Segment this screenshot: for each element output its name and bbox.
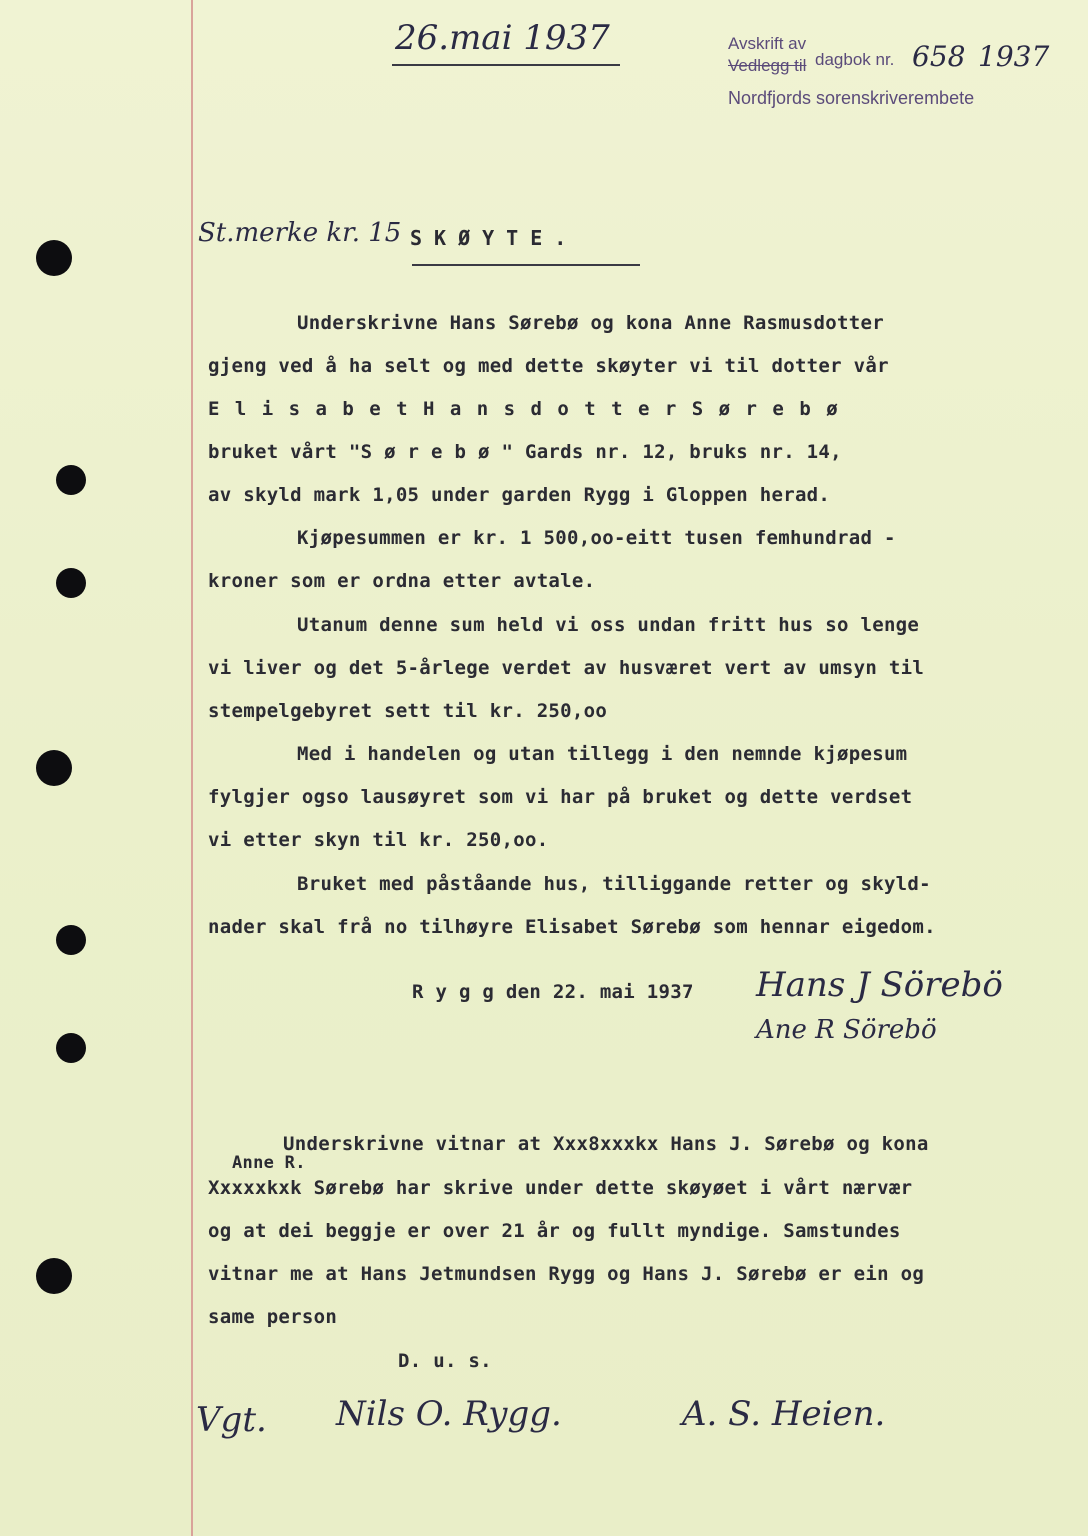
stamp-number: 658 bbox=[912, 40, 966, 73]
body-line-10: stempelgebyret sett til kr. 250,oo bbox=[208, 700, 608, 722]
binder-hole-6 bbox=[56, 1033, 86, 1063]
witness-line-insert: Anne R. bbox=[232, 1153, 306, 1173]
binder-hole-7 bbox=[36, 1258, 72, 1294]
handwritten-date: 26.mai 1937 bbox=[395, 18, 610, 58]
stamp-avskrift: Avskrift av bbox=[728, 34, 807, 53]
body-line-6: Kjøpesummen er kr. 1 500,oo-eitt tusen femhundrad - bbox=[297, 527, 896, 549]
witness-line-3: og at dei beggje er over 21 år og fullt myndige. Samstundes bbox=[208, 1220, 901, 1242]
binder-hole-4 bbox=[36, 750, 72, 786]
binder-hole-5 bbox=[56, 925, 86, 955]
stamp-vedlegg-struck: Vedlegg til bbox=[728, 56, 807, 75]
title-underline bbox=[412, 264, 640, 266]
signature-anne: Ane R Sörebö bbox=[756, 1015, 937, 1045]
body-line-1: Underskrivne Hans Sørebø og kona Anne Rasmusdotter bbox=[297, 312, 884, 334]
body-line-12: fylgjer ogso lausøyret som vi har på bruket og dette verdset bbox=[208, 786, 913, 808]
body-line-4: bruket vårt "S ø r e b ø " Gards nr. 12, bruks nr. 14, bbox=[208, 441, 842, 463]
margin-line bbox=[191, 0, 193, 1536]
stamp-dagbok: dagbok nr. bbox=[815, 50, 895, 69]
body-line-13: vi etter skyn til kr. 250,oo. bbox=[208, 829, 549, 851]
body-line-14: Bruket med påståande hus, tilliggande retter og skyld- bbox=[297, 873, 931, 895]
witness-signature-2: A. S. Heien. bbox=[682, 1394, 886, 1434]
margin-note: St.merke kr. 15 bbox=[198, 218, 402, 248]
signature-hans: Hans J Sörebö bbox=[756, 965, 1003, 1005]
date-underline bbox=[392, 64, 620, 66]
binder-hole-2 bbox=[56, 465, 86, 495]
body-line-2: gjeng ved å ha selt og med dette skøyter vi til dotter vår bbox=[208, 355, 889, 377]
witness-signature-1: Nils O. Rygg. bbox=[336, 1394, 562, 1434]
witness-line-1: Underskrivne vitnar at Xxx8xxxkx Hans J. Sørebø og kona bbox=[283, 1133, 929, 1155]
body-line-9: vi liver og det 5-årlege verdet av husværet vert av umsyn til bbox=[208, 657, 925, 679]
document-title: SKØYTE. bbox=[410, 226, 579, 250]
body-line-8: Utanum denne sum held vi oss undan fritt hus so lenge bbox=[297, 614, 920, 636]
body-line-3: E l i s a b e t H a n s d o t t e r S ø r e b ø bbox=[208, 398, 840, 420]
witness-line-2: Xxxxxkxk Sørebø har skrive under dette skøyøet i vårt nærvær bbox=[208, 1177, 913, 1199]
binder-hole-3 bbox=[56, 568, 86, 598]
stamp-year: 1937 bbox=[978, 40, 1050, 73]
witness-margin-mark: Vgt. bbox=[196, 1400, 267, 1440]
body-line-5: av skyld mark 1,05 under garden Rygg i Gloppen herad. bbox=[208, 484, 831, 506]
witness-line-4: vitnar me at Hans Jetmundsen Rygg og Hans J. Sørebø er ein og bbox=[208, 1263, 925, 1285]
body-line-11: Med i handelen og utan tillegg i den nemnde kjøpesum bbox=[297, 743, 908, 765]
stamp-office: Nordfjords sorenskriverembete bbox=[728, 88, 975, 108]
body-line-7: kroner som er ordna etter avtale. bbox=[208, 570, 596, 592]
witness-line-5: same person bbox=[208, 1306, 338, 1328]
place-date: R y g g den 22. mai 1937 bbox=[412, 981, 694, 1003]
dus-abbrev: D. u. s. bbox=[398, 1350, 492, 1372]
body-line-15: nader skal frå no tilhøyre Elisabet Sørebø som hennar eigedom. bbox=[208, 916, 936, 938]
binder-hole-1 bbox=[36, 240, 72, 276]
